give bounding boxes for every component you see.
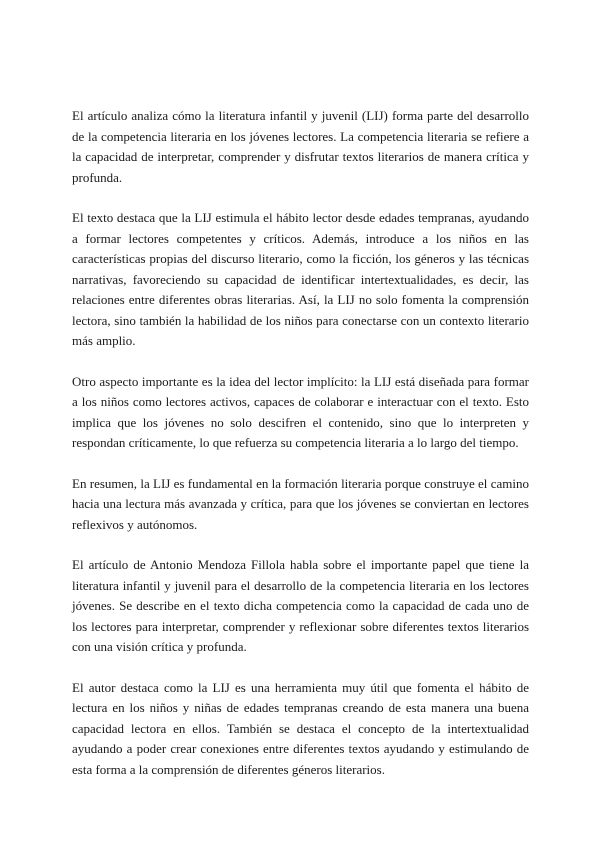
paragraph-6: El autor destaca como la LIJ es una herramienta muy útil que fomenta el hábito de lectura en los niños y niñas de edades tempranas creando de esta manera una buena capacidad lectora en ellos. También se destaca el concepto de la intertextualidad ayudando a poder crear conexiones entre diferentes textos ayudando y estimulando de esta forma a la comprensión de diferentes géneros literarios. <box>72 679 529 777</box>
paragraph-2: El texto destaca que la LIJ estimula el hábito lector desde edades tempranas, ayudando a formar lectores competentes y críticos. Además, introduce a los niños en las características propias del discurso literario, como la ficción, los géneros y las técnicas narrativas, favoreciendo su capacidad de identificar intertextualidades, es decir, las relaciones entre diferentes obras literarias. Así, la LIJ no solo fomenta la comprensión lectora, sino también la habilidad de los niños para conectarse con un contexto literario más amplio. <box>72 210 529 348</box>
paragraph-4: En resumen, la LIJ es fundamental en la formación literaria porque construye el camino hacia una lectura más avanzada y crítica, para que los jóvenes se conviertan en lectores reflexivos y autónomos. <box>72 475 529 532</box>
paragraph-1: El artículo analiza cómo la literatura infantil y juvenil (LIJ) forma parte del desarrollo de la competencia literaria en los jóvenes lectores. La competencia literaria se refiere a la capacidad de interpretar, comprender y disfrutar textos literarios de manera crítica y profunda. <box>72 108 529 185</box>
document-body <box>72 106 529 800</box>
paragraph-3: Otro aspecto importante es la idea del lector implícito: la LIJ está diseñada para formar a los niños como lectores activos, capaces de colaborar e interactuar con el texto. Esto implica que los jóvenes no solo descifren el contenido, sino que lo interpreten y respondan críticamente, lo que refuerza su competencia literaria a lo largo del tiempo. <box>72 373 529 450</box>
paragraph-5: El artículo de Antonio Mendoza Fillola habla sobre el importante papel que tiene la literatura infantil y juvenil para el desarrollo de la competencia literaria en los lectores jóvenes. Se describe en el texto dicha competencia como la capacidad de cada uno de los lectores para interpretar, comprender y reflexionar sobre diferentes textos literarios con una visión crítica y profunda. <box>72 557 529 654</box>
